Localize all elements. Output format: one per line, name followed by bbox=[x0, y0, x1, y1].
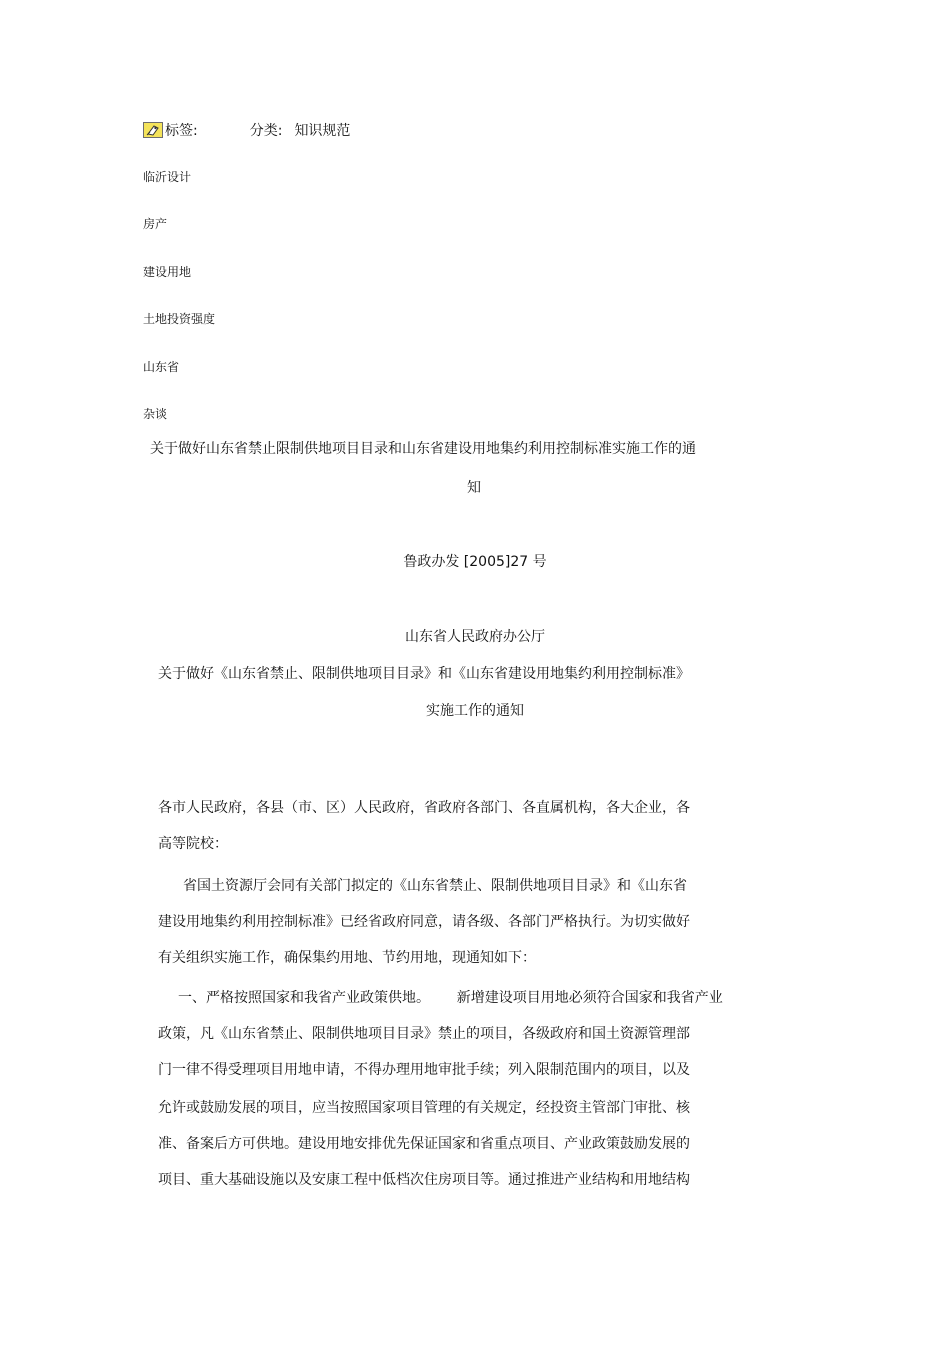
paragraph-line: 建设用地集约利用控制标准》已经省政府同意，请各级、各部门严格执行。为切实做好 bbox=[158, 914, 690, 930]
paragraph-line: 项目、重大基础设施以及安康工程中低档次住房项目等。通过推进产业结构和用地结构 bbox=[158, 1172, 690, 1188]
tag-link[interactable]: 建设用地 bbox=[143, 265, 192, 279]
paragraph-line: 准、备案后方可供地。建设用地安排优先保证国家和省重点项目、产业政策鼓励发展的 bbox=[158, 1136, 690, 1152]
paragraph-line: 有关组织实施工作，确保集约用地、节约用地，现通知如下： bbox=[158, 950, 536, 966]
paragraph-line: 门一律不得受理项目用地申请，不得办理用地审批手续；列入限制范围内的项目，以及 bbox=[158, 1062, 690, 1078]
tag-link[interactable]: 临沂设计 bbox=[143, 170, 192, 184]
addressee-line: 高等院校： bbox=[158, 836, 228, 852]
category-label: 分类: bbox=[249, 123, 283, 139]
issuer: 山东省人民政府办公厅 bbox=[405, 629, 545, 645]
subtitle-line1: 关于做好《山东省禁止、限制供地项目目录》和《山东省建设用地集约利用控制标准》 bbox=[158, 666, 690, 682]
document-title-line1: 关于做好山东省禁止限制供地项目目录和山东省建设用地集约利用控制标准实施工作的通 bbox=[150, 441, 696, 457]
tags-label: 标签: bbox=[165, 123, 198, 139]
meta-row bbox=[143, 121, 350, 141]
tag-icon bbox=[143, 122, 163, 138]
subtitle-line2: 实施工作的通知 bbox=[426, 703, 524, 719]
addressee-line: 各市人民政府，各县（市、区）人民政府，省政府各部门、各直属机构，各大企业，各 bbox=[158, 800, 690, 816]
paragraph-line: 政策，凡《山东省禁止、限制供地项目目录》禁止的项目，各级政府和国土资源管理部 bbox=[158, 1026, 690, 1042]
tag-link[interactable]: 山东省 bbox=[143, 360, 180, 374]
tag-link[interactable]: 房产 bbox=[143, 217, 168, 231]
paragraph-line: 允许或鼓励发展的项目，应当按照国家项目管理的有关规定，经投资主管部门审批、核 bbox=[158, 1100, 690, 1116]
document-number: 鲁政办发 [2005]27 号 bbox=[403, 554, 547, 570]
paragraph-line: 一、严格按照国家和我省产业政策供地。 新增建设项目用地必须符合国家和我省产业 bbox=[178, 990, 723, 1006]
tag-link[interactable]: 杂谈 bbox=[143, 407, 168, 421]
document-title-line2: 知 bbox=[467, 480, 481, 496]
category-link[interactable]: 知识规范 bbox=[294, 123, 351, 139]
paragraph-line: 省国土资源厅会同有关部门拟定的《山东省禁止、限制供地项目目录》和《山东省 bbox=[183, 878, 687, 894]
tag-link[interactable]: 土地投资强度 bbox=[143, 312, 216, 326]
